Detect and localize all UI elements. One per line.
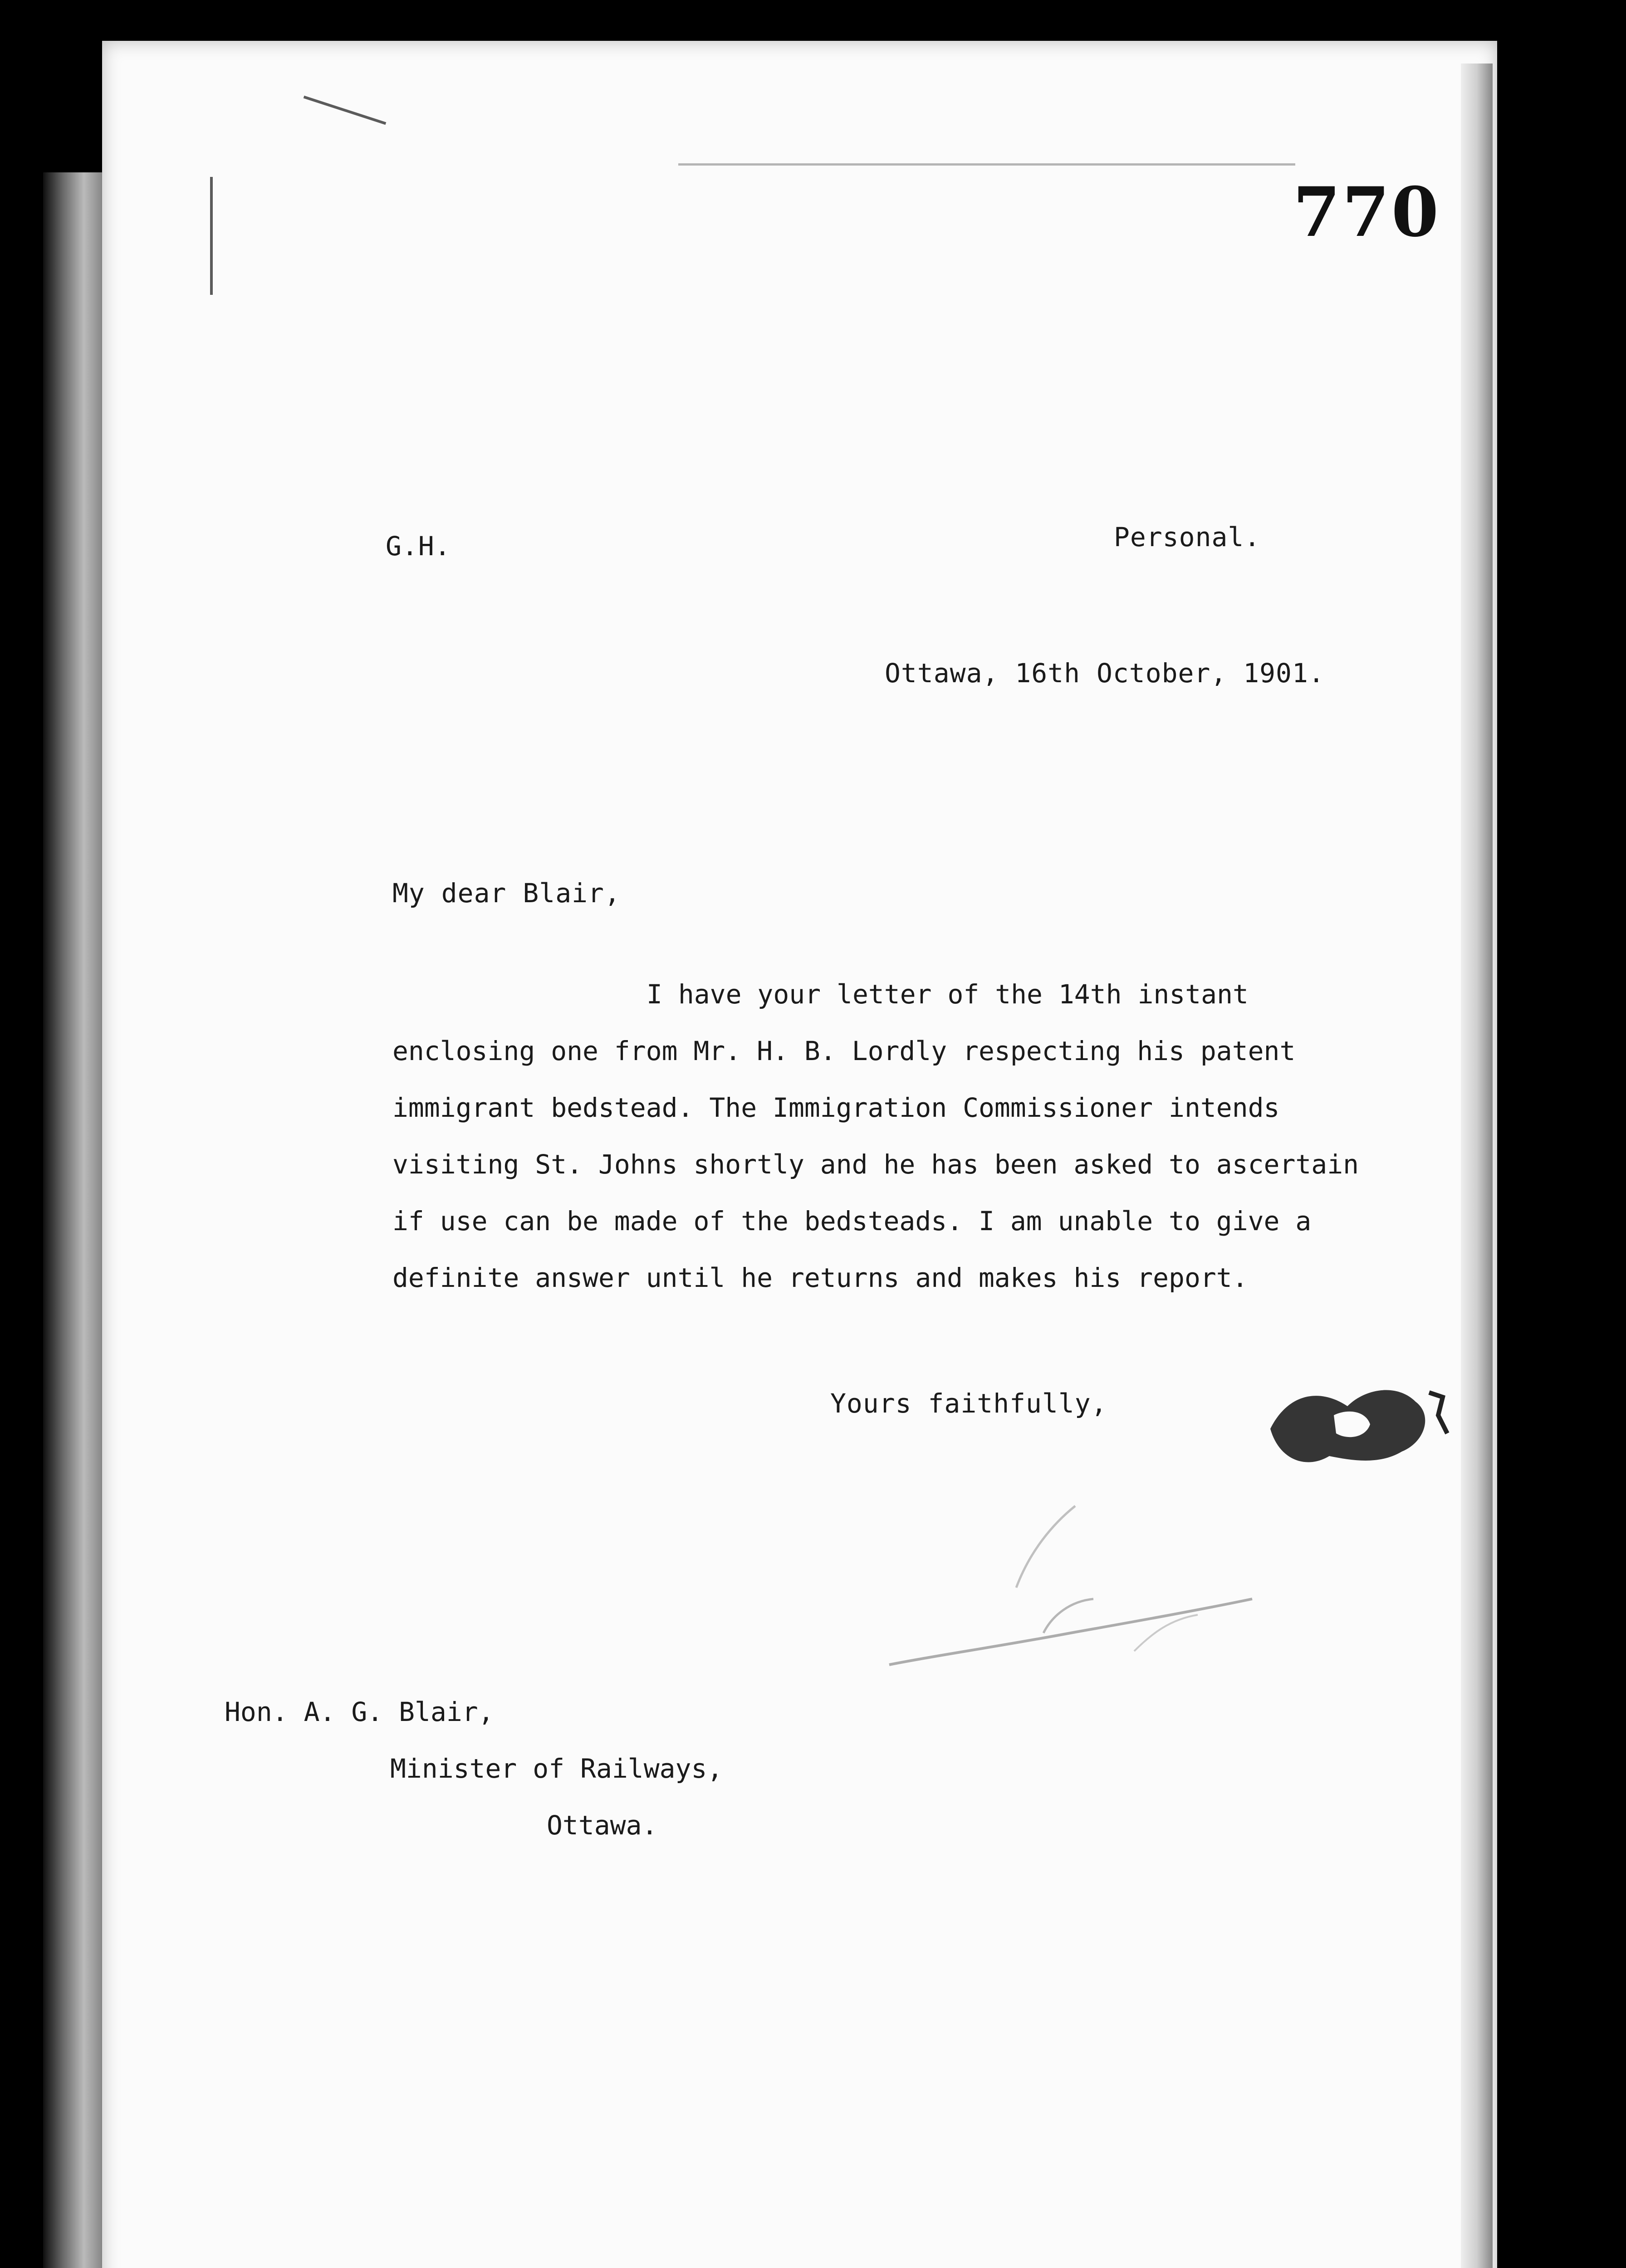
addressee-city: Ottawa. — [547, 1810, 658, 1841]
top-smudge — [678, 163, 1295, 166]
page-number: 770 — [1293, 172, 1441, 252]
date-line: Ottawa, 16th October, 1901. — [885, 658, 1325, 689]
addressee-title: Minister of Railways, — [390, 1753, 723, 1784]
pen-mark — [210, 177, 213, 295]
reference-initials: G.H. — [386, 531, 451, 562]
right-page-edge — [1461, 64, 1493, 2268]
stray-stroke — [304, 96, 387, 125]
personal-marking: Personal. — [1114, 522, 1261, 552]
salutation: My dear Blair, — [392, 878, 621, 909]
ink-blot — [1252, 1365, 1461, 1483]
addressee-name: Hon. A. G. Blair, — [225, 1696, 494, 1727]
letter-body: I have your letter of the 14th instant enclosing one from Mr. H. B. Lordly respecting his patent immigrant bedstead. The Immigration Commissioner intends visiting St. Johns shortly and he has been asked to ascertain if use can be made of the bedsteads. I am unable to give a definite answer until he returns and makes his report. — [392, 979, 1359, 1293]
faint-signature — [880, 1497, 1266, 1687]
binding-edge — [43, 172, 111, 2268]
closing: Yours faithfully, — [830, 1388, 1107, 1419]
